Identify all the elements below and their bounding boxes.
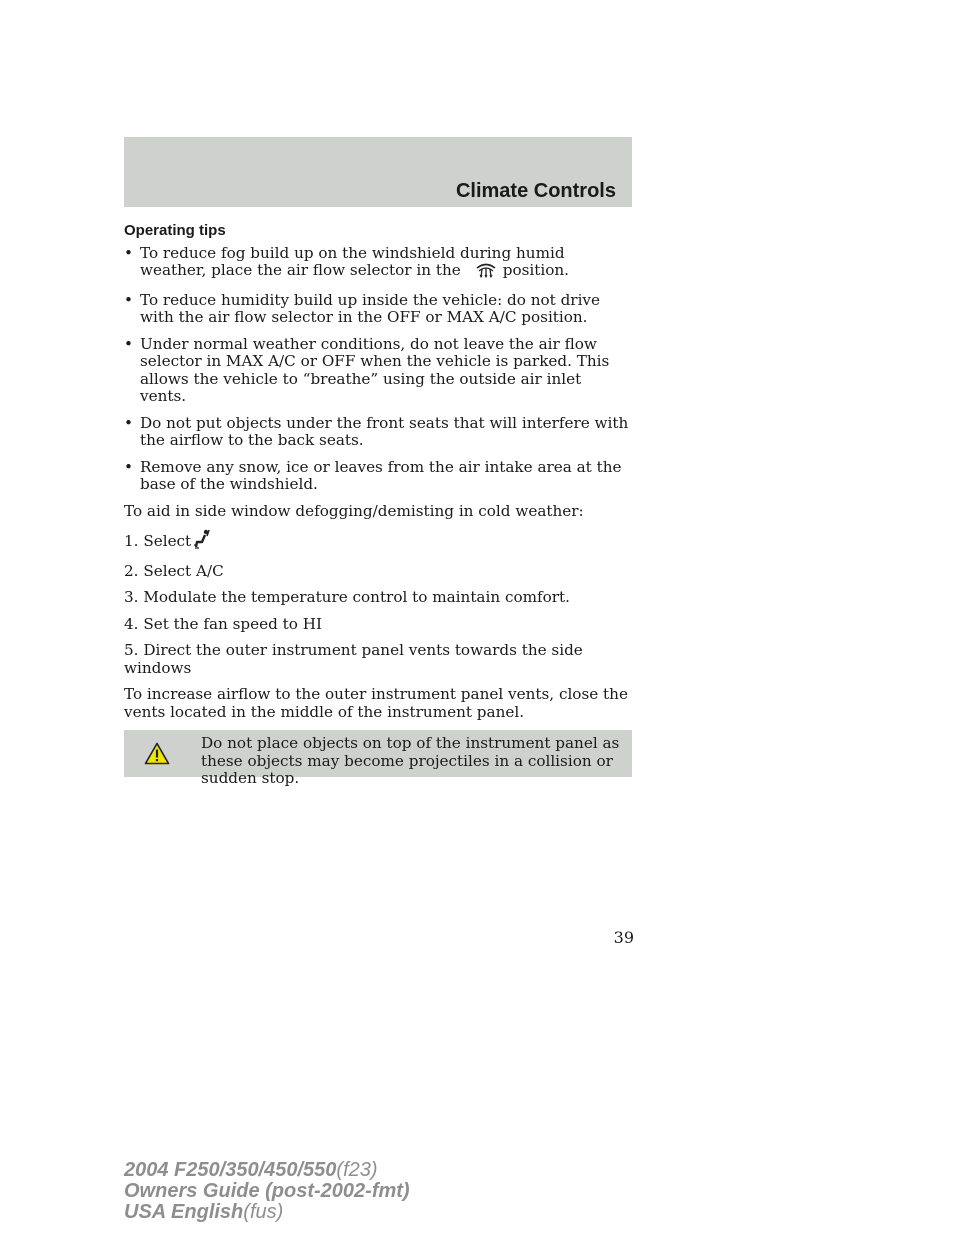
section-title: Climate Controls: [455, 180, 616, 202]
bullet-text: To reduce humidity build up inside the vehicle: do not drive with the air flow selector in the OFF or MAX A/C position.: [140, 290, 600, 326]
footer-imprint: [124, 1160, 410, 1223]
bullet-dot: •: [124, 243, 133, 262]
bullet-dot: •: [124, 290, 133, 309]
bullet-text: To reduce fog build up on the windshield during humid weather, place the air flow selector in the: [140, 243, 565, 279]
operating-tips-heading: Operating tips: [124, 222, 226, 239]
warning-box: [124, 730, 632, 787]
bullet-text-end: position.: [502, 261, 569, 279]
bullet-item: [124, 292, 632, 327]
warning-text: Do not place objects on top of the instrument panel as these objects may become projectiles in a collision or sudden stop.: [201, 734, 620, 787]
step-item: 2. Select A/C: [124, 561, 224, 580]
closing-paragraph: To increase airflow to the outer instrument panel vents, close the vents located in the middle of the instrument panel.: [124, 685, 628, 721]
step-text: 1. Select: [124, 532, 192, 550]
step-item: 5. Direct the outer instrument panel vents towards the side windows: [124, 641, 583, 677]
defrost-icon: [475, 262, 497, 283]
bullet-dot: •: [124, 413, 133, 432]
step-item: 3. Modulate the temperature control to maintain comfort.: [124, 588, 570, 606]
footer-model-code: (f23): [336, 1159, 378, 1181]
bullet-dot: •: [124, 457, 133, 476]
section-header-band: [124, 137, 632, 207]
bullet-text: Do not put objects under the front seats that will interfere with the airflow to the back seats.: [140, 413, 629, 449]
bullet-item: [124, 415, 632, 450]
defog-intro: To aid in side window defogging/demisting in cold weather:: [124, 501, 584, 520]
page-number: 39: [613, 928, 634, 947]
footer-language-code: (fus): [243, 1201, 284, 1223]
bullet-item: [124, 245, 632, 283]
bullet-text: Remove any snow, ice or leaves from the air intake area at the base of the windshield.: [140, 457, 622, 493]
footer-language: USA English: [124, 1201, 244, 1223]
footer-guide: Owners Guide (post-2002-fmt): [124, 1180, 410, 1202]
warning-triangle-icon: [144, 742, 170, 770]
bullet-item: [124, 459, 632, 494]
floor-defrost-icon: [193, 529, 211, 554]
bullet-dot: •: [124, 334, 133, 353]
bullet-item: [124, 336, 632, 406]
page-content: [124, 222, 632, 787]
footer-model: 2004 F250/350/450/550: [124, 1159, 337, 1181]
step-item: 4. Set the fan speed to HI: [124, 614, 322, 633]
step-item: [124, 529, 632, 554]
bullet-text: Under normal weather conditions, do not leave the air flow selector in MAX A/C or OFF when the vehicle is parked. This allows the vehicle to “breathe” using the outside air inlet vents.: [140, 334, 610, 405]
